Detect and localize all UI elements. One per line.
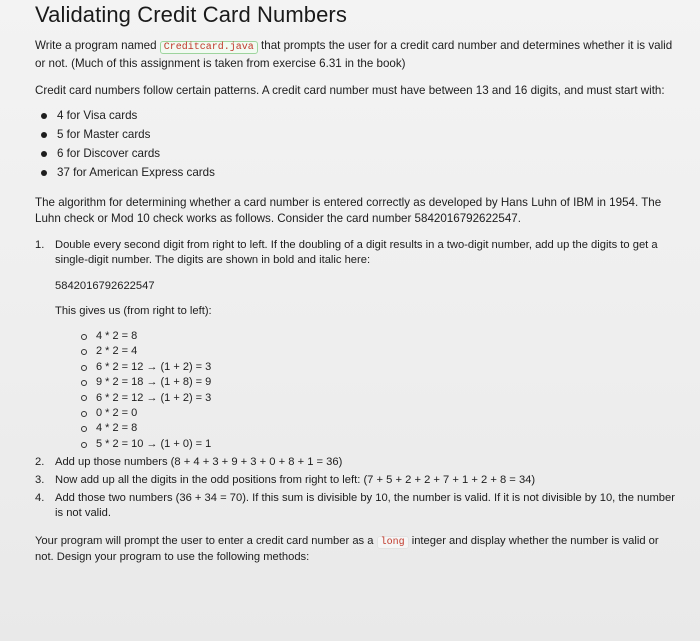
closing-text-start: Your program will prompt the user to enter a credit card number as a (35, 535, 377, 548)
list-item: 37 for American Express cards (41, 163, 678, 182)
list-item: 2 * 2 = 4 (81, 344, 678, 359)
doubling-list (55, 329, 678, 452)
filename-code: Creditcard.java (160, 41, 258, 54)
intro-paragraph (35, 38, 678, 72)
card-prefix-list (35, 106, 678, 182)
circle-bullet-icon (81, 365, 87, 371)
circle-bullet-icon (81, 411, 87, 417)
circle-bullet-icon (81, 426, 87, 432)
algorithm-paragraph: The algorithm for determining whether a card number is entered correctly as developed by Hans Luhn of IBM in 1954. The Luhn check or Mod 10 check works as follows. Consider the card number 5842016792622547. (35, 196, 662, 225)
circle-bullet-icon (81, 395, 87, 401)
step-number: 4. (35, 492, 45, 505)
circle-bullet-icon (81, 442, 87, 448)
bullet-icon (41, 151, 47, 157)
list-item: 4 * 2 = 8 (81, 421, 678, 436)
step-number: 3. (35, 474, 45, 487)
intro-text-start: Write a program named (35, 39, 160, 52)
long-code: long (377, 536, 409, 549)
step-1 (35, 238, 678, 452)
luhn-steps-list (35, 238, 678, 521)
step-4 (35, 491, 678, 521)
circle-bullet-icon (81, 334, 87, 340)
step-3 (35, 473, 678, 488)
closing-paragraph (35, 534, 678, 565)
gives-us-text: This gives us (from right to left): (55, 305, 212, 317)
step-text: Add those two numbers (36 + 34 = 70). If this sum is divisible by 10, the number is valid. If it is not divisible by 10, the number is not valid. (55, 492, 675, 520)
step-number: 1. (35, 239, 45, 251)
list-item: 9 * 2 = 18 → (1 + 8) = 9 (81, 375, 678, 390)
step-2 (35, 455, 678, 470)
page-title: Validating Credit Card Numbers (35, 2, 347, 27)
list-item: 5 for Master cards (41, 125, 678, 144)
list-item: 4 for Visa cards (41, 106, 678, 125)
list-item: 5 * 2 = 10 → (1 + 0) = 1 (81, 437, 678, 452)
circle-bullet-icon (81, 349, 87, 355)
closing-text-end: integer and display whether the number is valid or not. Design your program to use the following methods: (35, 535, 659, 564)
bullet-icon (41, 170, 47, 176)
bullet-icon (41, 113, 47, 119)
example-number: 5842016792622547 (55, 280, 155, 292)
step-number: 2. (35, 456, 45, 469)
list-item: 0 * 2 = 0 (81, 406, 678, 421)
list-item: 6 * 2 = 12 → (1 + 2) = 3 (81, 391, 678, 406)
step-text: Add up those numbers (8 + 4 + 3 + 9 + 3 + 0 + 8 + 1 = 36) (55, 456, 343, 469)
intro-text-end: that prompts the user for a credit card number and determines whether it is valid or not. (Much of this assignment is taken from exercise 6.31 in the book) (35, 39, 673, 70)
list-item: 6 * 2 = 12 → (1 + 2) = 3 (81, 360, 678, 375)
bullet-icon (41, 132, 47, 138)
step-text: Double every second digit from right to left. If the doubling of a digit results in a two-digit number, add up the digits to get a single-digit number. The digits are shown in bold and italic here: (55, 239, 658, 266)
patterns-paragraph: Credit card numbers follow certain patterns. A credit card number must have between 13 and 16 digits, and must start with: (35, 84, 665, 97)
list-item: 6 for Discover cards (41, 144, 678, 163)
list-item: 4 * 2 = 8 (81, 329, 678, 344)
circle-bullet-icon (81, 380, 87, 386)
step-text: Now add up all the digits in the odd positions from right to left: (7 + 5 + 2 + 2 + 7 + 1 + 2 + 8 = 34) (55, 474, 536, 487)
